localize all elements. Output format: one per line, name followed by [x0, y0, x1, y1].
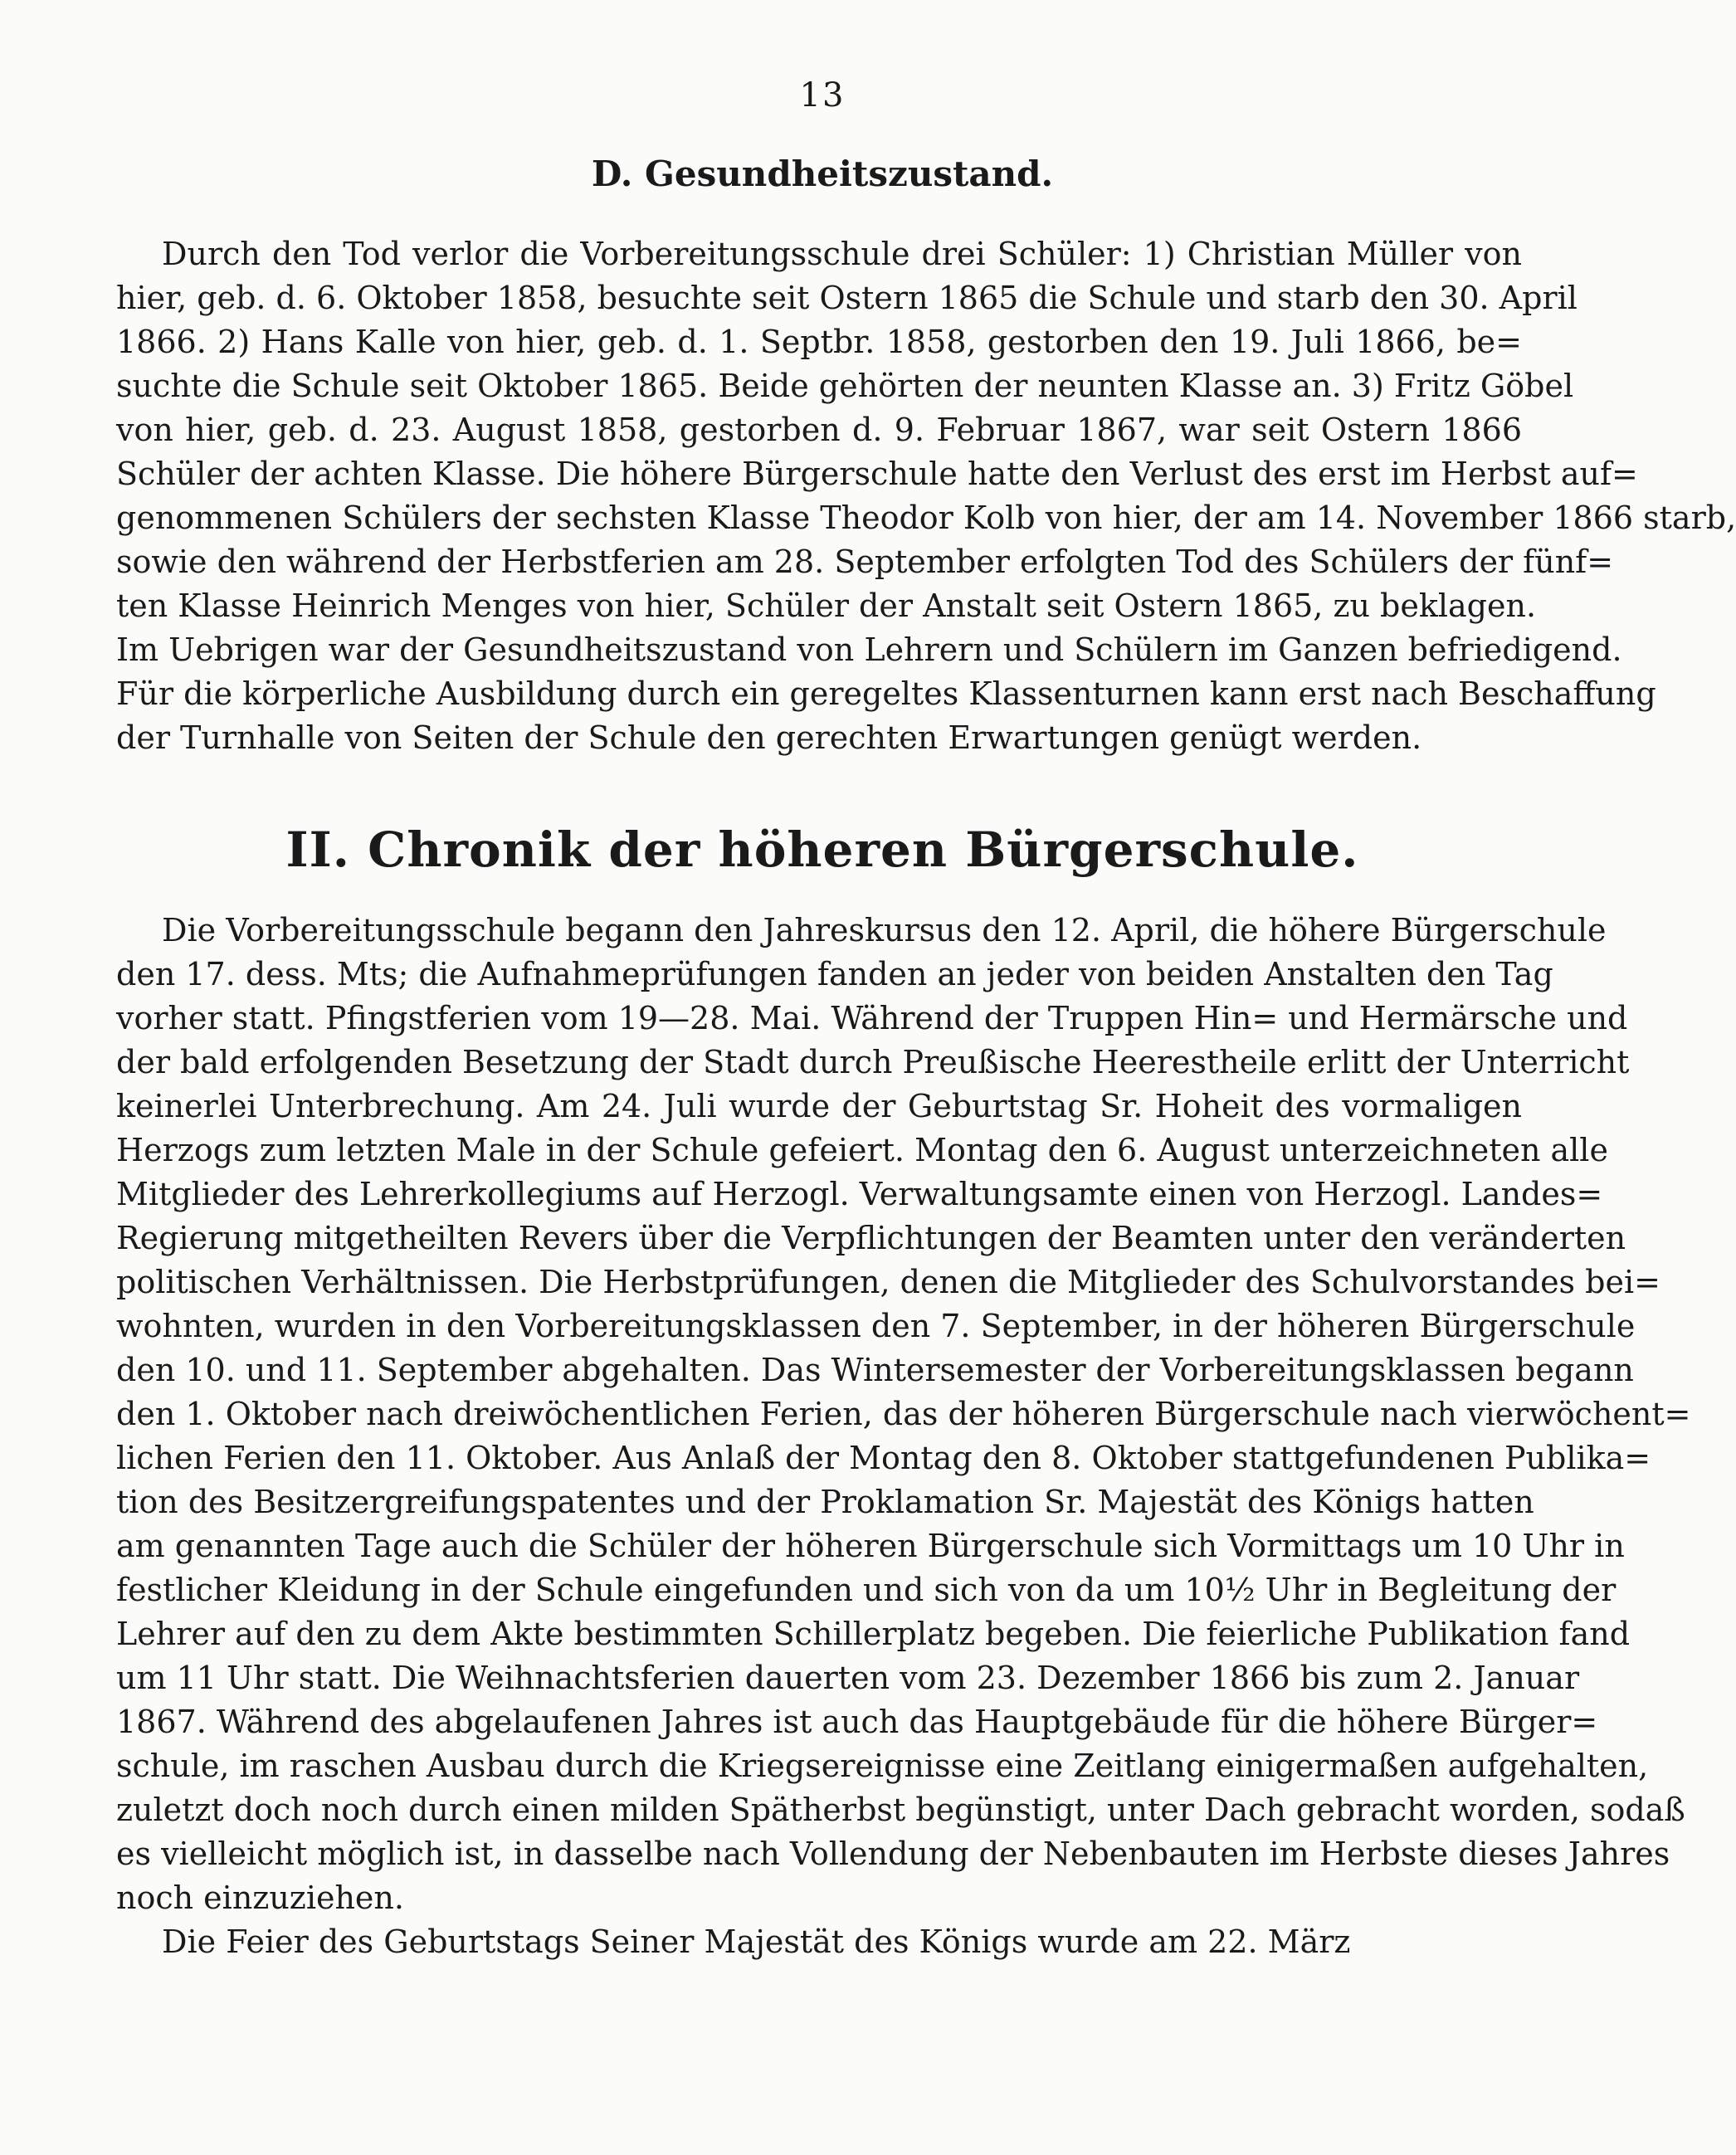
text-line: der Turnhalle von Seiten der Schule den gerechten Erwartungen genügt werden. — [116, 719, 1422, 756]
text-line: noch einzuziehen. — [116, 1880, 404, 1916]
text-line: keinerlei Unterbrechung. Am 24. Juli wurde der Geburtstag Sr. Hoheit des vormaligen — [116, 1088, 1522, 1124]
text-line: am genannten Tage auch die Schüler der höheren Bürgerschule sich Vormittags um 10 Uhr in — [116, 1528, 1625, 1564]
text-line: Lehrer auf den zu dem Akte bestimmten Schillerplatz begeben. Die feierliche Publikation fand — [116, 1616, 1631, 1652]
text-line: 1867. Während des abgelaufenen Jahres ist auch das Hauptgebäude für die höhere Bürger= — [116, 1704, 1598, 1740]
text-line: vorher statt. Pfingstferien vom 19—28. Mai. Während der Truppen Hin= und Hermärsche und — [116, 1000, 1628, 1036]
text-line: der bald erfolgenden Besetzung der Stadt durch Preußische Heerestheile erlitt der Unterricht — [116, 1044, 1630, 1080]
text-line: politischen Verhältnissen. Die Herbstprüfungen, denen die Mitglieder des Schulvorstandes bei= — [116, 1264, 1660, 1300]
text-line: zuletzt doch noch durch einen milden Spätherbst begünstigt, unter Dach gebracht worden, sodaß — [116, 1792, 1685, 1828]
text-line: Mitglieder des Lehrerkollegiums auf Herzogl. Verwaltungsamte einen von Herzogl. Landes= — [116, 1176, 1603, 1212]
text-line: wohnten, wurden in den Vorbereitungsklassen den 7. September, in der höheren Bürgerschule — [116, 1308, 1636, 1344]
text-line: genommenen Schülers der sechsten Klasse Theodor Kolb von hier, der am 14. November 1866 starb, — [116, 500, 1736, 536]
text-line: Für die körperliche Ausbildung durch ein geregeltes Klassenturnen kann erst nach Beschaffung — [116, 675, 1656, 712]
text-line: um 11 Uhr statt. Die Weihnachtsferien dauerten vom 23. Dezember 1866 bis zum 2. Januar — [116, 1660, 1580, 1696]
page-number: 13 — [799, 76, 846, 115]
text-line: tion des Besitzergreifungspatentes und der Proklamation Sr. Majestät des Königs hatten — [116, 1484, 1534, 1520]
text-line: lichen Ferien den 11. Oktober. Aus Anlaß der Montag den 8. Oktober stattgefundenen Publika= — [116, 1440, 1651, 1476]
text-line: Regierung mitgetheilten Revers über die Verpflichtungen der Beamten unter den veränderten — [116, 1220, 1626, 1256]
text-line: schule, im raschen Ausbau durch die Kriegsereignisse eine Zeitlang einigermaßen aufgehalten, — [116, 1748, 1649, 1784]
text-line: Die Vorbereitungsschule begann den Jahreskursus den 12. April, die höhere Bürgerschule — [162, 912, 1607, 948]
text-line: Herzogs zum letzten Male in der Schule gefeiert. Montag den 6. August unterzeichneten alle — [116, 1132, 1608, 1168]
text-line: den 17. dess. Mts; die Aufnahmeprüfungen fanden an jeder von beiden Anstalten den Tag — [116, 956, 1553, 992]
text-line: ten Klasse Heinrich Menges von hier, Schüler der Anstalt seit Ostern 1865, zu beklagen. — [116, 588, 1537, 624]
text-line: 1866. 2) Hans Kalle von hier, geb. d. 1. Septbr. 1858, gestorben den 19. Juli 1866, be= — [116, 324, 1522, 360]
text-line: Die Feier des Geburtstags Seiner Majestät des Königs wurde am 22. März — [162, 1923, 1351, 1960]
text-line: es vielleicht möglich ist, in dasselbe nach Vollendung der Nebenbauten im Herbste dieses Jahres — [116, 1836, 1670, 1872]
text-line: Schüler der achten Klasse. Die höhere Bürgerschule hatte den Verlust des erst im Herbst auf= — [116, 456, 1638, 492]
text-line: den 1. Oktober nach dreiwöchentlichen Ferien, das der höheren Bürgerschule nach vierwöchent= — [116, 1396, 1691, 1432]
text-line: von hier, geb. d. 23. August 1858, gestorben d. 9. Februar 1867, war seit Ostern 1866 — [116, 412, 1522, 448]
text-line: Durch den Tod verlor die Vorbereitungsschule drei Schüler: 1) Christian Müller von — [162, 236, 1522, 272]
section-d-heading: D. Gesundheitszustand. — [591, 154, 1054, 194]
text-line: festlicher Kleidung in der Schule eingefunden und sich von da um 10½ Uhr in Begleitung der — [116, 1572, 1617, 1608]
text-line: den 10. und 11. September abgehalten. Das Wintersemester der Vorbereitungsklassen begann — [116, 1352, 1634, 1388]
section-ii-body — [116, 909, 1691, 1964]
text-line: Im Uebrigen war der Gesundheitszustand von Lehrern und Schülern im Ganzen befriedigend. — [116, 631, 1622, 668]
text-line: hier, geb. d. 6. Oktober 1858, besuchte seit Ostern 1865 die Schule und starb den 30. April — [116, 280, 1578, 316]
chronicle-heading: II. Chronik der höheren Bürgerschule. — [285, 822, 1359, 878]
section-d-body — [116, 232, 1736, 760]
text-line: sowie den während der Herbstferien am 28. September erfolgten Tod des Schülers der fünf= — [116, 544, 1614, 580]
text-line: suchte die Schule seit Oktober 1865. Beide gehörten der neunten Klasse an. 3) Fritz Göbel — [116, 368, 1574, 404]
